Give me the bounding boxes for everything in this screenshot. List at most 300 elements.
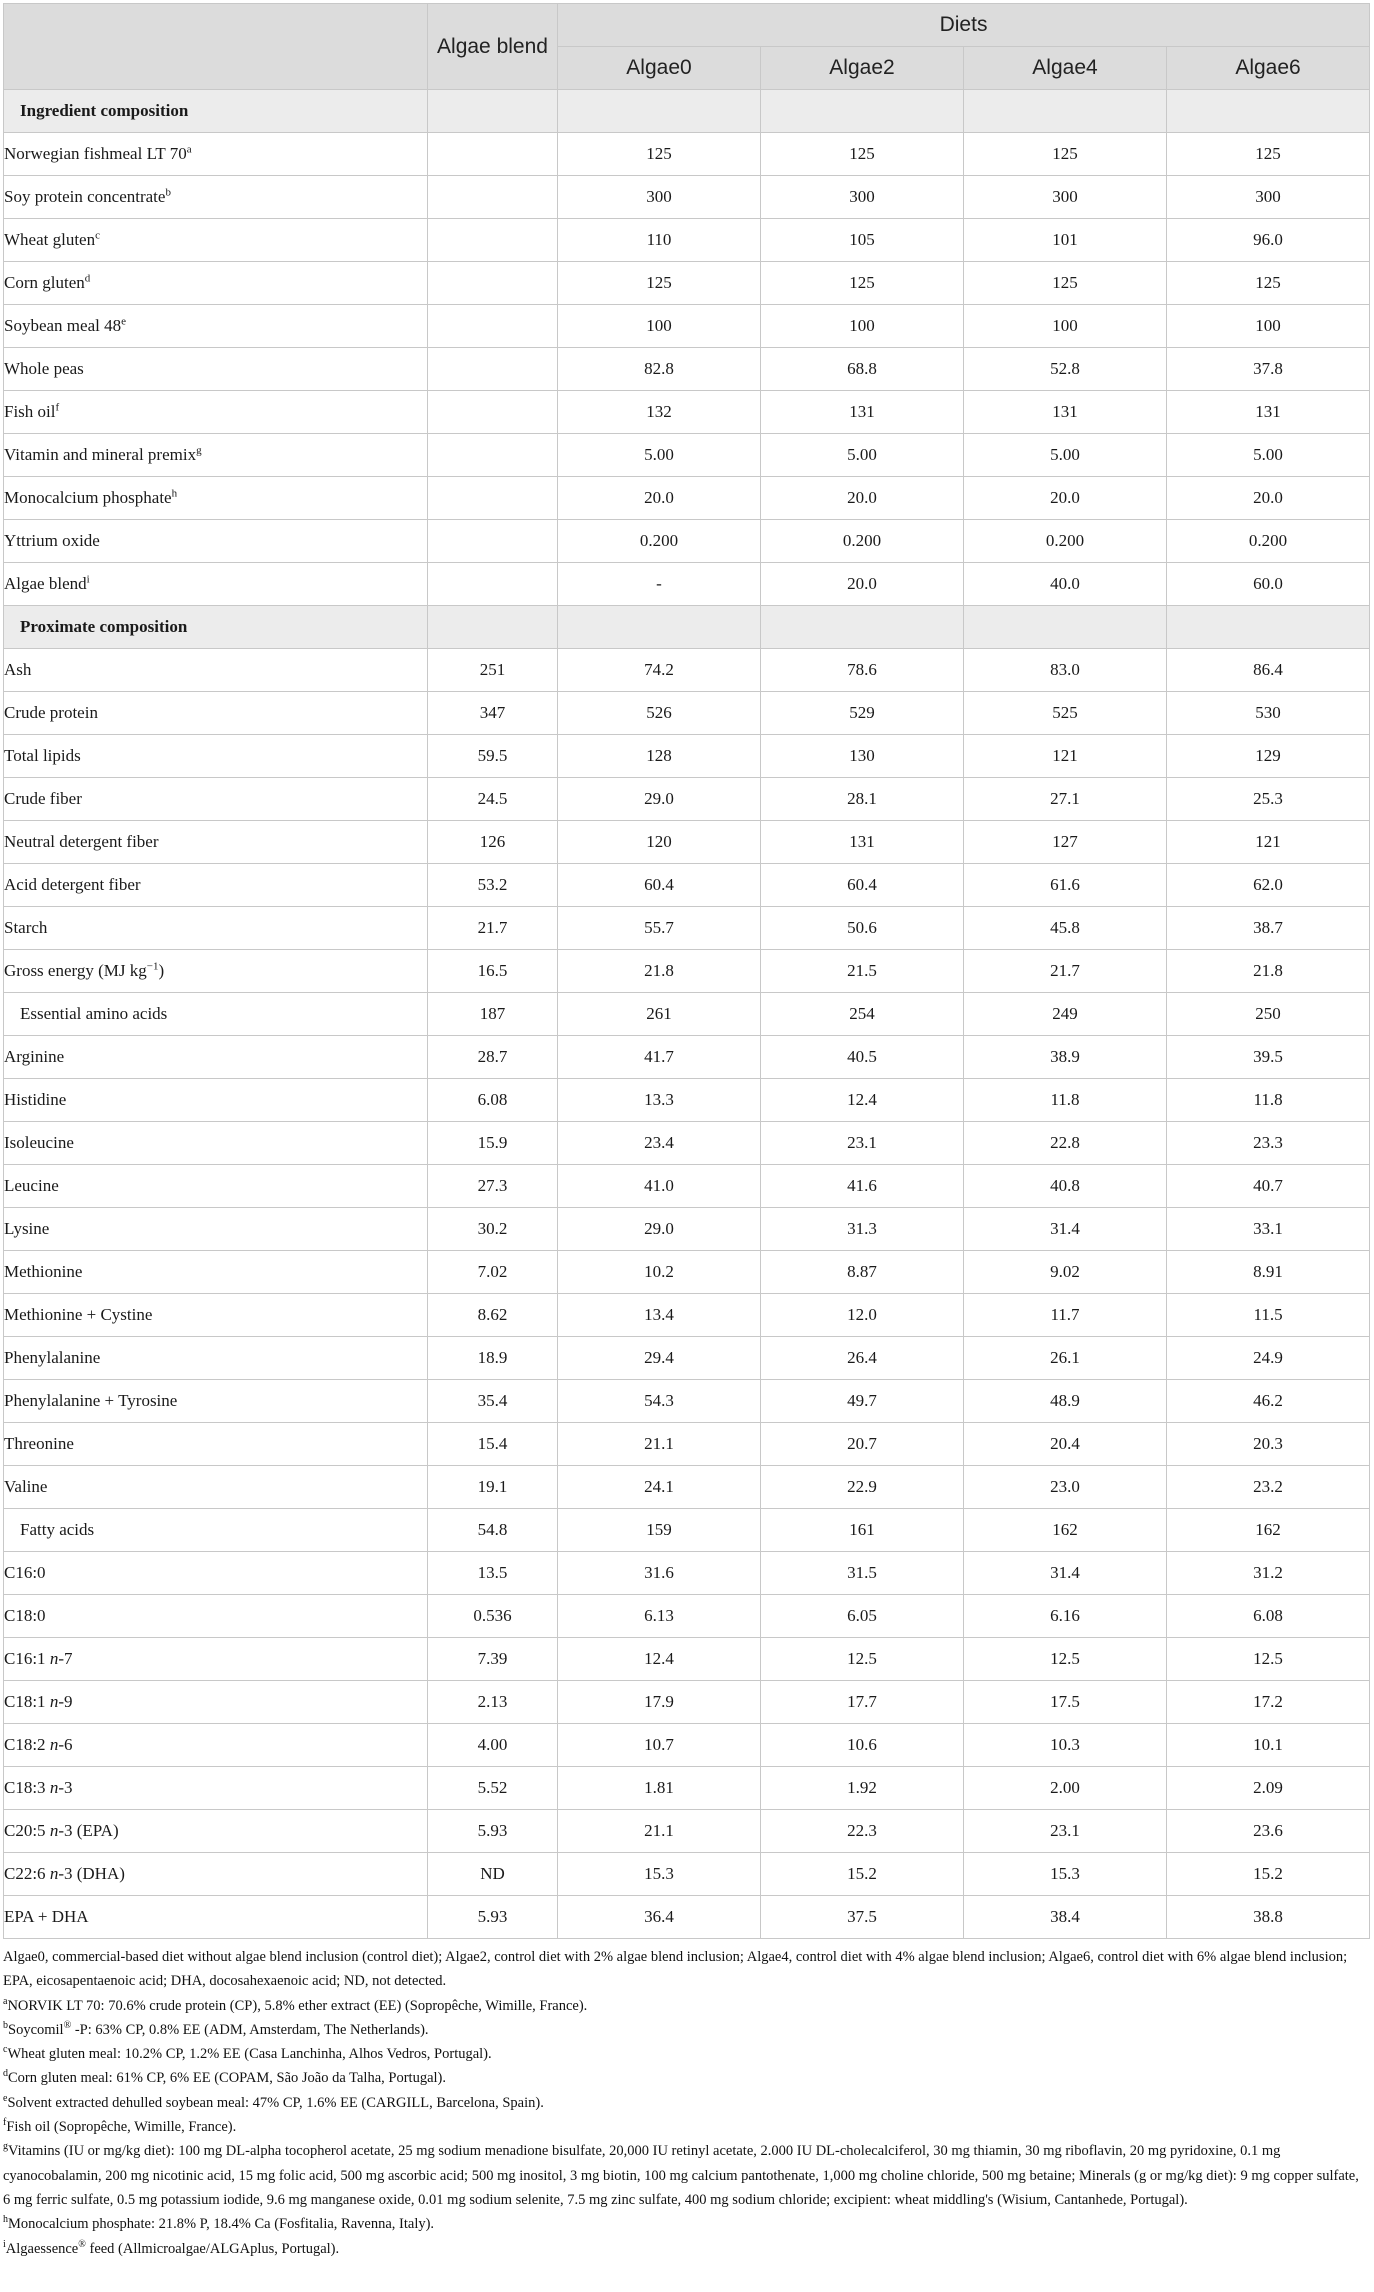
table-cell	[428, 219, 558, 262]
table-cell: 10.2	[558, 1251, 761, 1294]
row-label	[4, 1294, 428, 1337]
footnote-marker: a	[3, 1995, 8, 2007]
table-cell: 24.1	[558, 1466, 761, 1509]
table-cell: 46.2	[1167, 1380, 1370, 1423]
table-cell: 6.08	[428, 1079, 558, 1122]
row-label	[4, 821, 428, 864]
table-cell: 29.0	[558, 1208, 761, 1251]
table-cell: 62.0	[1167, 864, 1370, 907]
table-cell: 127	[964, 821, 1167, 864]
table-cell: 18.9	[428, 1337, 558, 1380]
table-cell: 10.6	[761, 1724, 964, 1767]
table-cell: 31.4	[964, 1552, 1167, 1595]
table-cell	[428, 90, 558, 133]
table-row	[4, 1466, 1370, 1509]
table-cell: 162	[1167, 1509, 1370, 1552]
diet-composition-table	[3, 3, 1370, 1939]
table-cell: 60.0	[1167, 563, 1370, 606]
header-blank-cell	[4, 4, 428, 90]
row-label-text: Wheat gluten	[4, 230, 96, 249]
table-cell: 60.4	[761, 864, 964, 907]
row-label	[4, 907, 428, 950]
table-cell: 37.8	[1167, 348, 1370, 391]
row-label-text: Algae blend	[4, 574, 87, 593]
table-cell: 12.5	[964, 1638, 1167, 1681]
row-label-suffix: -3 (EPA)	[58, 1821, 119, 1840]
footnote	[3, 2237, 1369, 2261]
row-label	[4, 993, 428, 1036]
table-row	[4, 1122, 1370, 1165]
table-cell: 13.4	[558, 1294, 761, 1337]
table-cell	[558, 90, 761, 133]
section-row	[4, 606, 1370, 649]
table-cell: 529	[761, 692, 964, 735]
row-label-text: Soybean meal 48	[4, 316, 122, 335]
footnote-marker: i	[86, 573, 90, 586]
table-cell: 105	[761, 219, 964, 262]
table-cell	[558, 606, 761, 649]
row-label-text: Yttrium oxide	[4, 531, 100, 550]
table-cell: 20.0	[558, 477, 761, 520]
table-cell: 96.0	[1167, 219, 1370, 262]
footnote	[3, 1945, 1369, 1994]
table-cell: 5.93	[428, 1896, 558, 1939]
row-label-text: C18:2	[4, 1735, 50, 1754]
table-cell: 162	[964, 1509, 1167, 1552]
table-cell: 11.8	[1167, 1079, 1370, 1122]
table-row	[4, 864, 1370, 907]
table-cell: 20.7	[761, 1423, 964, 1466]
table-cell: 525	[964, 692, 1167, 735]
table-cell: 15.2	[761, 1853, 964, 1896]
table-row	[4, 176, 1370, 219]
table-row	[4, 1423, 1370, 1466]
table-cell: 5.93	[428, 1810, 558, 1853]
table-cell: 12.4	[761, 1079, 964, 1122]
table-cell: 261	[558, 993, 761, 1036]
footnote-text: Corn gluten meal: 61% CP, 6% EE (COPAM, São João da Talha, Portugal).	[8, 2070, 446, 2087]
table-cell: 4.00	[428, 1724, 558, 1767]
table-cell: 8.62	[428, 1294, 558, 1337]
table-row	[4, 348, 1370, 391]
table-cell	[428, 520, 558, 563]
table-cell: 21.1	[558, 1423, 761, 1466]
table-row	[4, 1552, 1370, 1595]
header-algae6: Algae6	[1167, 47, 1370, 90]
table-cell: 11.8	[964, 1079, 1167, 1122]
row-label-suffix: -3 (DHA)	[58, 1864, 125, 1883]
footnote-marker: c	[95, 229, 100, 242]
table-cell: 6.16	[964, 1595, 1167, 1638]
table-cell: 8.91	[1167, 1251, 1370, 1294]
table-cell: -	[558, 563, 761, 606]
table-cell: 159	[558, 1509, 761, 1552]
row-label-suffix: -6	[58, 1735, 73, 1754]
table-cell: 38.7	[1167, 907, 1370, 950]
footnote	[3, 2042, 1369, 2066]
row-label-italic: n	[49, 1735, 59, 1754]
footnote-marker: e	[3, 2092, 8, 2104]
row-label	[4, 262, 428, 305]
row-label-text: Essential amino acids	[20, 1004, 168, 1023]
table-cell: 31.4	[964, 1208, 1167, 1251]
table-cell: 300	[558, 176, 761, 219]
footnote-marker: f	[3, 2117, 7, 2129]
table-row	[4, 133, 1370, 176]
table-cell: 21.7	[428, 907, 558, 950]
table-cell: 41.7	[558, 1036, 761, 1079]
row-label-text: Proximate composition	[20, 617, 188, 636]
table-cell: 41.6	[761, 1165, 964, 1208]
table-cell: 125	[964, 262, 1167, 305]
footnote-marker: −1	[146, 960, 159, 973]
table-cell	[428, 305, 558, 348]
table-cell: 5.00	[558, 434, 761, 477]
footnote-marker: h	[3, 2214, 8, 2226]
footnote	[3, 2139, 1369, 2212]
row-label	[4, 864, 428, 907]
table-row	[4, 735, 1370, 778]
row-label	[4, 1466, 428, 1509]
table-cell: 21.5	[761, 950, 964, 993]
table-cell: 20.0	[761, 477, 964, 520]
row-label-italic: n	[49, 1821, 59, 1840]
table-cell: 31.6	[558, 1552, 761, 1595]
table-cell: 1.92	[761, 1767, 964, 1810]
row-label-text: Ingredient composition	[20, 101, 189, 120]
footnote-text: Algaessence	[5, 2240, 79, 2257]
table-cell: 6.08	[1167, 1595, 1370, 1638]
table-cell: 24.9	[1167, 1337, 1370, 1380]
footnote-marker: d	[3, 2068, 8, 2080]
row-label	[4, 1638, 428, 1681]
table-cell: 347	[428, 692, 558, 735]
table-cell: 13.5	[428, 1552, 558, 1595]
row-label-text: Monocalcium phosphate	[4, 488, 172, 507]
row-label-italic: n	[49, 1649, 59, 1668]
footnote	[3, 2115, 1369, 2139]
row-label-text: C22:6	[4, 1864, 50, 1883]
row-label-text: Gross energy (MJ kg	[4, 961, 147, 980]
footnote-text: Monocalcium phosphate: 21.8% P, 18.4% Ca (Fosfitalia, Ravenna, Italy).	[8, 2216, 435, 2233]
table-cell: 6.13	[558, 1595, 761, 1638]
row-label	[4, 1552, 428, 1595]
table-cell: 10.1	[1167, 1724, 1370, 1767]
table-cell	[1167, 90, 1370, 133]
row-label	[4, 1681, 428, 1724]
footnote-marker: h	[171, 487, 178, 500]
row-label-text: Neutral detergent fiber	[4, 832, 159, 851]
table-cell: 29.4	[558, 1337, 761, 1380]
table-cell: 5.52	[428, 1767, 558, 1810]
table-cell	[761, 90, 964, 133]
table-cell: 15.3	[558, 1853, 761, 1896]
table-cell: 27.3	[428, 1165, 558, 1208]
table-cell: 125	[964, 133, 1167, 176]
table-cell: 48.9	[964, 1380, 1167, 1423]
table-row	[4, 1509, 1370, 1552]
footnote-text: Solvent extracted dehulled soybean meal: 47% CP, 1.6% EE (CARGILL, Barcelona, Spain).	[7, 2094, 544, 2111]
table-cell: 49.7	[761, 1380, 964, 1423]
table-cell: 0.200	[761, 520, 964, 563]
table-cell: 22.8	[964, 1122, 1167, 1165]
row-label	[4, 477, 428, 520]
row-label	[4, 219, 428, 262]
header-algae-blend: Algae blend	[428, 4, 558, 90]
row-label	[4, 1724, 428, 1767]
row-label-text: Leucine	[4, 1176, 59, 1195]
table-cell: 12.4	[558, 1638, 761, 1681]
table-row	[4, 477, 1370, 520]
row-label-text: Crude fiber	[4, 789, 82, 808]
row-label-text: C16:1	[4, 1649, 50, 1668]
table-cell: 0.200	[558, 520, 761, 563]
table-cell	[964, 606, 1167, 649]
row-label-text: Phenylalanine + Tyrosine	[4, 1391, 178, 1410]
table-cell: 121	[964, 735, 1167, 778]
table-cell: 36.4	[558, 1896, 761, 1939]
row-label-text: Norwegian fishmeal LT 70	[4, 144, 187, 163]
table-cell: 21.8	[558, 950, 761, 993]
table-cell: 28.7	[428, 1036, 558, 1079]
table-cell: 17.7	[761, 1681, 964, 1724]
table-cell: 29.0	[558, 778, 761, 821]
row-label-text: C18:1	[4, 1692, 50, 1711]
table-cell	[428, 391, 558, 434]
row-label	[4, 1208, 428, 1251]
table-cell: 250	[1167, 993, 1370, 1036]
footnote-text: Algae0, commercial-based diet without algae blend inclusion (control diet); Algae2, control diet with 2% algae blend inclusion; Algae4, control diet with 4% algae blend inclusion; Algae6, control diet with 6% algae blend inclusion; EPA, eicosapentaenoic acid; DHA, docosahexaenoic acid; ND, not detected.	[3, 1949, 1348, 1990]
footnote-marker: g	[196, 444, 202, 457]
table-row	[4, 1638, 1370, 1681]
table-cell: 125	[558, 133, 761, 176]
table-cell: ND	[428, 1853, 558, 1896]
table-cell: 23.6	[1167, 1810, 1370, 1853]
table-row	[4, 1208, 1370, 1251]
row-label	[4, 348, 428, 391]
row-label-text: Phenylalanine	[4, 1348, 101, 1367]
table-cell: 40.7	[1167, 1165, 1370, 1208]
row-label	[4, 1251, 428, 1294]
table-cell: 21.1	[558, 1810, 761, 1853]
table-cell: 37.5	[761, 1896, 964, 1939]
table-cell: 38.8	[1167, 1896, 1370, 1939]
table-cell	[1167, 606, 1370, 649]
header-algae0: Algae0	[558, 47, 761, 90]
row-label	[4, 391, 428, 434]
table-row	[4, 1595, 1370, 1638]
row-label	[4, 133, 428, 176]
row-label	[4, 1423, 428, 1466]
row-label-text: Whole peas	[4, 359, 84, 378]
table-cell: 23.1	[964, 1810, 1167, 1853]
table-cell: 300	[761, 176, 964, 219]
table-cell: 12.5	[761, 1638, 964, 1681]
table-row	[4, 434, 1370, 477]
footnote	[3, 2066, 1369, 2090]
table-cell: 13.3	[558, 1079, 761, 1122]
table-row	[4, 305, 1370, 348]
table-cell: 8.87	[761, 1251, 964, 1294]
table-cell: 17.9	[558, 1681, 761, 1724]
footnote	[3, 1994, 1369, 2018]
table-cell: 251	[428, 649, 558, 692]
row-label-text: Vitamin and mineral premix	[4, 445, 197, 464]
table-cell: 120	[558, 821, 761, 864]
table-cell: 0.200	[964, 520, 1167, 563]
table-cell: 41.0	[558, 1165, 761, 1208]
table-cell: 22.3	[761, 1810, 964, 1853]
table-cell: 82.8	[558, 348, 761, 391]
table-cell	[428, 434, 558, 477]
table-cell: 130	[761, 735, 964, 778]
row-label-text: Acid detergent fiber	[4, 875, 141, 894]
table-cell: 9.02	[964, 1251, 1167, 1294]
table-cell: 17.2	[1167, 1681, 1370, 1724]
table-cell: 131	[761, 821, 964, 864]
row-label-text: Lysine	[4, 1219, 50, 1238]
table-cell: 0.200	[1167, 520, 1370, 563]
table-cell: 27.1	[964, 778, 1167, 821]
row-label	[4, 735, 428, 778]
table-cell: 54.8	[428, 1509, 558, 1552]
table-row	[4, 1294, 1370, 1337]
table-cell: 21.7	[964, 950, 1167, 993]
table-cell: 300	[964, 176, 1167, 219]
row-label	[4, 434, 428, 477]
footnote-text: NORVIK LT 70: 70.6% crude protein (CP), 5.8% ether extract (EE) (Sopropêche, Wimille, France).	[7, 1997, 588, 2014]
table-cell: 15.2	[1167, 1853, 1370, 1896]
table-cell: 5.00	[964, 434, 1167, 477]
footnote-marker: b	[3, 2020, 8, 2032]
footnote-marker: d	[84, 272, 91, 285]
table-cell: 26.4	[761, 1337, 964, 1380]
table-cell: 101	[964, 219, 1167, 262]
table-cell: 125	[1167, 133, 1370, 176]
table-cell: 2.00	[964, 1767, 1167, 1810]
row-label-text: Threonine	[4, 1434, 74, 1453]
table-row	[4, 520, 1370, 563]
footnote-marker: b	[165, 186, 171, 199]
row-label	[4, 176, 428, 219]
table-row	[4, 1165, 1370, 1208]
row-label	[4, 520, 428, 563]
table-cell: 52.8	[964, 348, 1167, 391]
table-cell: 25.3	[1167, 778, 1370, 821]
table-cell: 55.7	[558, 907, 761, 950]
table-cell: 161	[761, 1509, 964, 1552]
row-label-text: C16:0	[4, 1563, 46, 1582]
header-algae4: Algae4	[964, 47, 1167, 90]
table-cell: 39.5	[1167, 1036, 1370, 1079]
table-row	[4, 1251, 1370, 1294]
table-row	[4, 821, 1370, 864]
row-label	[4, 692, 428, 735]
table-body	[4, 90, 1370, 1939]
table-cell: 100	[761, 305, 964, 348]
table-cell: 61.6	[964, 864, 1167, 907]
footnote-marker: c	[3, 2044, 8, 2056]
table-cell: 31.3	[761, 1208, 964, 1251]
table-row	[4, 1810, 1370, 1853]
row-label-text: Crude protein	[4, 703, 98, 722]
table-cell: 10.3	[964, 1724, 1167, 1767]
table-cell: 254	[761, 993, 964, 1036]
footnote-text-suffix: -P: 63% CP, 0.8% EE (ADM, Amsterdam, The Netherlands).	[71, 2021, 429, 2038]
row-label	[4, 1896, 428, 1939]
table-cell: 131	[761, 391, 964, 434]
footnote	[3, 2018, 1369, 2042]
table-row	[4, 1337, 1370, 1380]
footnote-marker: i	[3, 2238, 6, 2250]
table-row	[4, 391, 1370, 434]
table-row	[4, 649, 1370, 692]
table-cell: 20.0	[964, 477, 1167, 520]
table-cell: 23.1	[761, 1122, 964, 1165]
table-row	[4, 1380, 1370, 1423]
row-label	[4, 90, 428, 133]
table-cell: 131	[1167, 391, 1370, 434]
table-cell: 22.9	[761, 1466, 964, 1509]
table-cell: 15.9	[428, 1122, 558, 1165]
table-cell: 19.1	[428, 1466, 558, 1509]
row-label-text: Fatty acids	[20, 1520, 95, 1539]
row-label	[4, 1165, 428, 1208]
table-cell: 83.0	[964, 649, 1167, 692]
table-cell: 1.81	[558, 1767, 761, 1810]
table-cell: 20.3	[1167, 1423, 1370, 1466]
table-cell: 53.2	[428, 864, 558, 907]
table-cell: 21.8	[1167, 950, 1370, 993]
table-cell: 40.0	[964, 563, 1167, 606]
row-label	[4, 606, 428, 649]
footnote-text: Vitamins (IU or mg/kg diet): 100 mg DL-alpha tocopherol acetate, 25 mg sodium menadione bisulfate, 20,000 IU retinyl acetate, 2.000 IU DL-cholecalciferol, 30 mg thiamin, 30 mg riboflavin, 20 mg pyridoxine, 0.1 mg cyanocobalamin, 200 mg nicotinic acid, 15 mg folic acid, 500 mg ascorbic acid; 500 mg inositol, 3 mg biotin, 100 mg calcium pantothenate, 1,000 mg choline chloride, 500 mg betaine; Minerals (g or mg/kg diet): 9 mg copper sulfate, 6 mg ferric sulfate, 0.5 mg potassium iodide, 9.6 mg manganese oxide, 0.01 mg sodium selenite, 7.5 mg zinc sulfate, 400 mg sodium chloride; excipient: wheat middling's (Wisium, Cantanhede, Portugal).	[3, 2143, 1359, 2208]
table-cell: 15.3	[964, 1853, 1167, 1896]
table-cell: 121	[1167, 821, 1370, 864]
table-cell: 5.00	[761, 434, 964, 477]
row-label	[4, 649, 428, 692]
table-cell: 7.39	[428, 1638, 558, 1681]
table-row	[4, 692, 1370, 735]
row-label	[4, 1767, 428, 1810]
table-cell	[428, 133, 558, 176]
row-label	[4, 1595, 428, 1638]
table-cell: 0.536	[428, 1595, 558, 1638]
row-label-suffix: -7	[58, 1649, 73, 1668]
table-cell: 45.8	[964, 907, 1167, 950]
table-cell	[428, 262, 558, 305]
table-cell: 15.4	[428, 1423, 558, 1466]
table-cell: 54.3	[558, 1380, 761, 1423]
table-row	[4, 262, 1370, 305]
table-cell: 129	[1167, 735, 1370, 778]
registered-mark: ®	[78, 2238, 86, 2250]
table-cell: 5.00	[1167, 434, 1370, 477]
table-row	[4, 1079, 1370, 1122]
table-cell: 40.5	[761, 1036, 964, 1079]
table-cell: 20.0	[761, 563, 964, 606]
footnote	[3, 2091, 1369, 2115]
row-label-italic: n	[49, 1864, 59, 1883]
table-cell: 31.5	[761, 1552, 964, 1595]
table-cell: 26.1	[964, 1337, 1167, 1380]
row-label-text: C18:0	[4, 1606, 46, 1625]
table-cell: 68.8	[761, 348, 964, 391]
table-cell: 125	[761, 262, 964, 305]
row-label	[4, 563, 428, 606]
table-cell: 60.4	[558, 864, 761, 907]
row-label-text: Arginine	[4, 1047, 65, 1066]
